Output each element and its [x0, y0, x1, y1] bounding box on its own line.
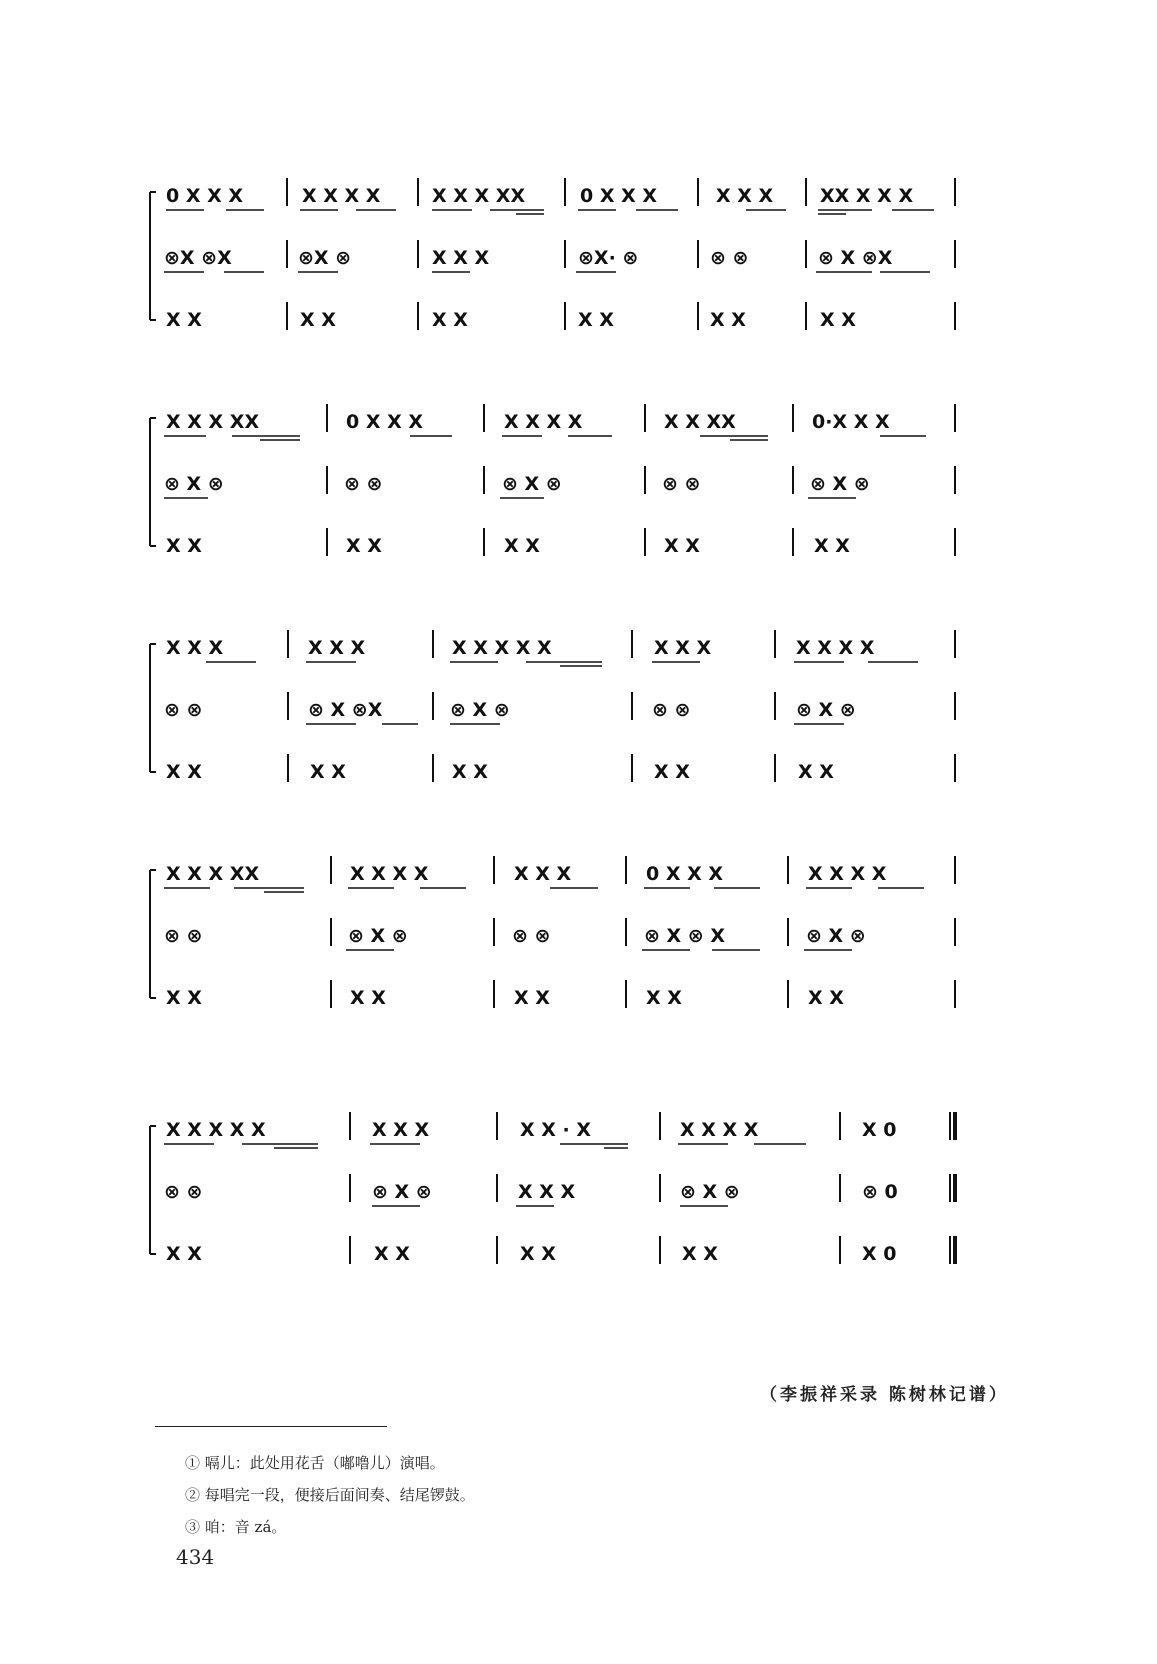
m1-mid: ⊗ ⊗ — [164, 925, 203, 947]
m5-top: X X X X — [808, 863, 887, 885]
m2-mid: ⊗X ⊗ — [298, 247, 352, 269]
m2-mid: ⊗ X ⊗X — [308, 699, 383, 721]
m1-bot: X X — [166, 987, 202, 1009]
m5-mid: ⊗ ⊗ — [710, 247, 749, 269]
score-system-5-svg — [150, 1106, 1030, 1266]
m3-bot: X X — [504, 535, 540, 557]
m1-mid: ⊗X ⊗X — [164, 247, 232, 269]
m3-top: X X X X — [504, 411, 583, 433]
m5-top: 0·X X X — [812, 411, 890, 433]
m2-top: X X X — [372, 1119, 430, 1141]
m3-top: X X · X — [520, 1119, 592, 1141]
m4-mid: ⊗ X ⊗ X — [644, 925, 725, 947]
m6-top: XX X X X — [820, 185, 914, 207]
m4-top: X X X — [654, 637, 712, 659]
footnote-divider — [155, 1426, 387, 1427]
page-number: 434 — [176, 1545, 215, 1569]
final-barline — [950, 1112, 955, 1264]
footnote-1: ① 嗝儿：此处用花舌（嘟噜儿）演唱。 — [185, 1454, 445, 1472]
footnote-2: ② 每唱完一段，便接后面间奏、结尾锣鼓。 — [185, 1486, 475, 1504]
m2-top: 0 X X X — [346, 411, 424, 433]
m4-top: 0 X X X — [580, 185, 658, 207]
m4-mid: ⊗ X ⊗ — [680, 1181, 740, 1203]
m2-mid: ⊗ X ⊗ — [372, 1181, 432, 1203]
system-brace — [150, 1126, 156, 1254]
system-brace — [150, 870, 156, 998]
m3-top: X X X X X — [452, 637, 552, 659]
m4-mid: ⊗ ⊗ — [662, 473, 701, 495]
m3-bot: X X — [520, 1243, 556, 1265]
m6-bot: X X — [820, 309, 856, 331]
m5-bot: X X — [710, 309, 746, 331]
m5-bot: X X — [808, 987, 844, 1009]
m2-top: X X X X — [302, 185, 381, 207]
m2-top: X X X X — [350, 863, 429, 885]
score-system-4-svg — [150, 850, 1030, 1010]
score-system-2 — [150, 398, 1030, 558]
m1-bot: X X — [166, 535, 202, 557]
m5-top: X 0 — [862, 1119, 897, 1141]
score-system-3-svg — [150, 624, 1030, 784]
score-system-4 — [150, 850, 1030, 1010]
m3-top: X X X XX — [432, 185, 526, 207]
m5-bot: X 0 — [862, 1243, 897, 1265]
m3-mid: ⊗ X ⊗ — [450, 699, 510, 721]
m1-bot: X X — [166, 761, 202, 783]
m2-mid: ⊗ ⊗ — [344, 473, 383, 495]
m3-bot: X X — [514, 987, 550, 1009]
m1-top: 0 X X X — [166, 185, 244, 207]
transcription-credit: （李振祥采录 陈树林记谱） — [760, 1385, 1009, 1405]
m3-mid: X X X — [432, 247, 490, 269]
m5-top: X X X X — [796, 637, 875, 659]
footnote-3: ③ 咱：音 zá。 — [185, 1518, 287, 1536]
m1-top: X X X XX — [166, 863, 260, 885]
m4-bot: X X — [664, 535, 700, 557]
m5-bot: X X — [798, 761, 834, 783]
m1-bot: X X — [166, 309, 202, 331]
m3-bot: X X — [452, 761, 488, 783]
m4-bot: X X — [682, 1243, 718, 1265]
m1-mid: ⊗ X ⊗ — [164, 473, 224, 495]
m1-mid: ⊗ ⊗ — [164, 699, 203, 721]
m6-mid: ⊗ X ⊗X — [818, 247, 893, 269]
score-system-1-svg — [150, 172, 1030, 332]
m4-bot: X X — [646, 987, 682, 1009]
system-brace — [150, 644, 156, 772]
m4-bot: X X — [578, 309, 614, 331]
m4-mid: ⊗X· ⊗ — [578, 247, 639, 269]
m5-mid: ⊗ X ⊗ — [806, 925, 866, 947]
m4-top: X X XX — [664, 411, 736, 433]
score-system-1 — [150, 172, 1030, 332]
m2-bot: X X — [346, 535, 382, 557]
m1-top: X X X XX — [166, 411, 260, 433]
m4-top: 0 X X X — [646, 863, 724, 885]
score-system-5 — [150, 1106, 1030, 1266]
m3-mid: ⊗ X ⊗ — [502, 473, 562, 495]
score-system-3 — [150, 624, 1030, 784]
m3-mid: ⊗ ⊗ — [512, 925, 551, 947]
m2-mid: ⊗ X ⊗ — [348, 925, 408, 947]
system-brace — [150, 192, 156, 320]
m3-top: X X X — [514, 863, 572, 885]
m5-mid: ⊗ X ⊗ — [796, 699, 856, 721]
m1-top: X X X — [166, 637, 224, 659]
system-brace — [150, 418, 156, 546]
m2-top: X X X — [308, 637, 366, 659]
m2-bot: X X — [374, 1243, 410, 1265]
m3-mid: X X X — [518, 1181, 576, 1203]
m1-top: X X X X X — [166, 1119, 266, 1141]
m1-mid: ⊗ ⊗ — [164, 1181, 203, 1203]
m1-bot: X X — [166, 1243, 202, 1265]
m5-mid: ⊗ X ⊗ — [810, 473, 870, 495]
m3-bot: X X — [432, 309, 468, 331]
score-system-2-svg — [150, 398, 1030, 558]
m4-mid: ⊗ ⊗ — [652, 699, 691, 721]
m5-bot: X X — [814, 535, 850, 557]
m4-top: X X X X — [680, 1119, 759, 1141]
m5-mid: ⊗ 0 — [862, 1181, 898, 1203]
m2-bot: X X — [350, 987, 386, 1009]
m2-bot: X X — [300, 309, 336, 331]
m5-top: X X X — [716, 185, 774, 207]
m2-bot: X X — [310, 761, 346, 783]
m4-bot: X X — [654, 761, 690, 783]
